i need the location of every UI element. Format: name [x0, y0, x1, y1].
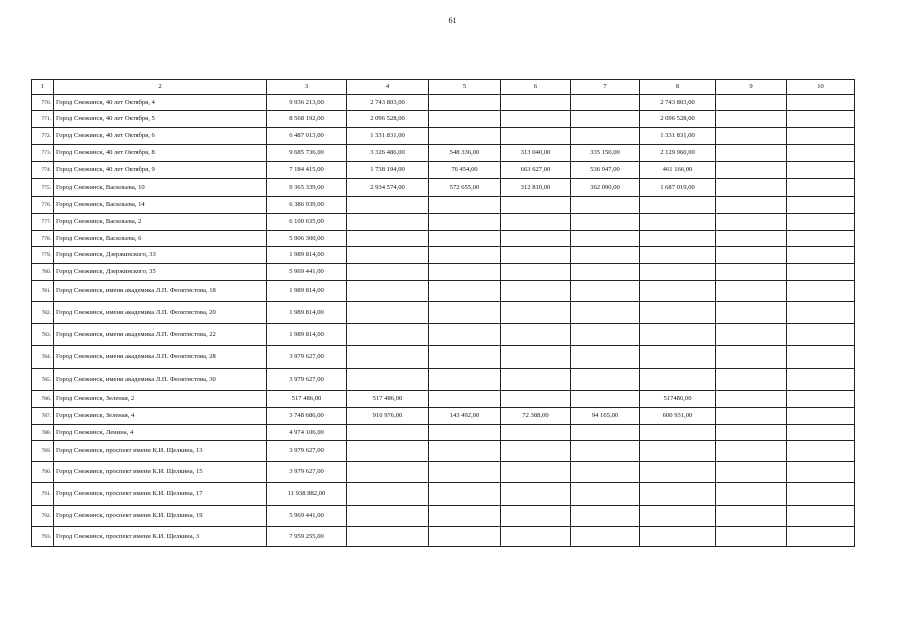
row-number: 773. [32, 145, 54, 162]
row-number: 791. [32, 483, 54, 506]
address: Город Снежинск, имени академика Л.П. Феоктистова, 22 [54, 324, 267, 346]
col-7-value [571, 264, 640, 281]
col-10-value [787, 128, 855, 145]
page-number: 61 [448, 16, 457, 25]
col-5-value [429, 302, 501, 324]
col-9-value [716, 111, 787, 128]
col-9-value [716, 214, 787, 231]
col-5-value [429, 425, 501, 441]
col-10-value [787, 324, 855, 346]
col-3-value: 5 969 441,00 [267, 506, 347, 527]
col-10-value [787, 179, 855, 197]
col-4-value [347, 441, 429, 462]
row-number: 775. [32, 179, 54, 197]
col-9-value [716, 162, 787, 179]
col-4-value [347, 302, 429, 324]
col-5-value [429, 111, 501, 128]
table-row [32, 179, 855, 197]
col-5-value [429, 197, 501, 214]
col-5-value [429, 247, 501, 264]
address: Город Снежинск, Зеленая, 2 [54, 391, 267, 408]
table-header-row [32, 80, 855, 95]
col-5-value [429, 324, 501, 346]
col-8-value [640, 247, 716, 264]
address: Город Снежинск, проспект имени К.И. Щелкина, 19 [54, 506, 267, 527]
col-7-value [571, 128, 640, 145]
col-4-value [347, 425, 429, 441]
col-8-value [640, 483, 716, 506]
col-6-value: 313 040,00 [501, 145, 571, 162]
col-5-value [429, 506, 501, 527]
col-10-value [787, 408, 855, 425]
col-6-value [501, 346, 571, 369]
table-row [32, 425, 855, 441]
col-10-value [787, 441, 855, 462]
col-8-value [640, 197, 716, 214]
col-10-value [787, 264, 855, 281]
col-3-value: 6 386 939,00 [267, 197, 347, 214]
col-9-value [716, 462, 787, 483]
col-3-value: 3 979 627,00 [267, 369, 347, 391]
col-5-value [429, 346, 501, 369]
address: Город Снежинск, проспект имени К.И. Щелкина, 17 [54, 483, 267, 506]
col-5-value [429, 369, 501, 391]
col-3-value: 6 100 635,00 [267, 214, 347, 231]
col-8-value [640, 281, 716, 302]
row-number: 781. [32, 281, 54, 302]
col-9-value [716, 527, 787, 547]
table-row [32, 369, 855, 391]
address: Город Снежинск, имени академика Л.П. Феоктистова, 30 [54, 369, 267, 391]
col-8-value: 1 687 019,00 [640, 179, 716, 197]
col-8-value [640, 302, 716, 324]
col-5-value: 572 655,00 [429, 179, 501, 197]
col-3-value: 3 979 627,00 [267, 346, 347, 369]
row-number: 772. [32, 128, 54, 145]
col-10-value [787, 346, 855, 369]
address: Город Снежинск, 40 лет Октября, 4 [54, 95, 267, 111]
col-8-value [640, 324, 716, 346]
col-7-value [571, 111, 640, 128]
col-3-value: 3 979 627,00 [267, 462, 347, 483]
col-4-value: 2 934 574,00 [347, 179, 429, 197]
col-4-value [347, 231, 429, 247]
col-6-value [501, 391, 571, 408]
address: Город Снежинск, Дзержинского, 33 [54, 247, 267, 264]
address: Город Снежинск, имени академика Л.П. Феоктистова, 28 [54, 346, 267, 369]
col-8-value [640, 462, 716, 483]
col-6-value [501, 95, 571, 111]
col-7-value [571, 483, 640, 506]
table-row [32, 231, 855, 247]
col-3-value: 9 365 339,00 [267, 179, 347, 197]
table-row [32, 346, 855, 369]
row-number: 785. [32, 369, 54, 391]
col-4-value: 2 743 803,00 [347, 95, 429, 111]
column-header: 10 [787, 80, 855, 95]
col-3-value: 11 938 882,00 [267, 483, 347, 506]
col-9-value [716, 145, 787, 162]
table-row [32, 111, 855, 128]
col-7-value [571, 197, 640, 214]
address: Город Снежинск, 40 лет Октября, 5 [54, 111, 267, 128]
col-7-value: 94 165,00 [571, 408, 640, 425]
col-5-value [429, 264, 501, 281]
address: Город Снежинск, Васильева, 2 [54, 214, 267, 231]
address: Город Снежинск, проспект имени К.И. Щелкина, 15 [54, 462, 267, 483]
col-3-value: 7 184 415,00 [267, 162, 347, 179]
table-row [32, 506, 855, 527]
col-7-value [571, 425, 640, 441]
col-7-value [571, 391, 640, 408]
column-header: 8 [640, 80, 716, 95]
table-row [32, 324, 855, 346]
col-8-value [640, 231, 716, 247]
col-10-value [787, 527, 855, 547]
col-7-value [571, 462, 640, 483]
col-4-value [347, 527, 429, 547]
row-number: 793. [32, 527, 54, 547]
row-number: 787. [32, 408, 54, 425]
col-6-value [501, 264, 571, 281]
table-body [32, 80, 855, 547]
col-6-value [501, 111, 571, 128]
col-9-value [716, 324, 787, 346]
col-7-value [571, 324, 640, 346]
col-6-value [501, 324, 571, 346]
table-row [32, 264, 855, 281]
col-5-value [429, 281, 501, 302]
col-9-value [716, 95, 787, 111]
col-10-value [787, 231, 855, 247]
col-7-value [571, 506, 640, 527]
col-6-value: 663 627,00 [501, 162, 571, 179]
col-8-value [640, 369, 716, 391]
col-4-value [347, 324, 429, 346]
col-5-value: 76 454,00 [429, 162, 501, 179]
column-header: 2 [54, 80, 267, 95]
col-3-value: 3 979 627,00 [267, 441, 347, 462]
col-4-value [347, 346, 429, 369]
col-4-value: 517 486,00 [347, 391, 429, 408]
col-6-value [501, 214, 571, 231]
col-8-value: 1 331 831,00 [640, 128, 716, 145]
row-number: 780. [32, 264, 54, 281]
col-5-value: 143 492,00 [429, 408, 501, 425]
col-6-value [501, 483, 571, 506]
column-header: 3 [267, 80, 347, 95]
col-3-value: 6 487 013,00 [267, 128, 347, 145]
col-7-value [571, 441, 640, 462]
col-8-value [640, 264, 716, 281]
col-5-value [429, 128, 501, 145]
col-9-value [716, 441, 787, 462]
col-6-value [501, 231, 571, 247]
col-10-value [787, 247, 855, 264]
col-10-value [787, 506, 855, 527]
col-6-value [501, 441, 571, 462]
col-6-value: 72 388,00 [501, 408, 571, 425]
col-4-value: 910 976,00 [347, 408, 429, 425]
address: Город Снежинск, имени академика Л.П. Феоктистова, 18 [54, 281, 267, 302]
col-8-value: 2 743 803,00 [640, 95, 716, 111]
col-8-value [640, 441, 716, 462]
address: Город Снежинск, 40 лет Октября, 6 [54, 128, 267, 145]
address: Город Снежинск, 40 лет Октября, 8 [54, 145, 267, 162]
row-number: 774. [32, 162, 54, 179]
col-10-value [787, 111, 855, 128]
row-number: 779. [32, 247, 54, 264]
col-9-value [716, 506, 787, 527]
col-9-value [716, 346, 787, 369]
row-number: 778. [32, 231, 54, 247]
row-number: 789. [32, 441, 54, 462]
col-4-value [347, 197, 429, 214]
col-3-value: 8 568 192,00 [267, 111, 347, 128]
col-7-value [571, 247, 640, 264]
col-4-value [347, 214, 429, 231]
table-row [32, 247, 855, 264]
col-9-value [716, 264, 787, 281]
col-3-value: 7 959 255,00 [267, 527, 347, 547]
address: Город Снежинск, Васильева, 10 [54, 179, 267, 197]
col-8-value: 2 096 528,00 [640, 111, 716, 128]
col-5-value [429, 483, 501, 506]
address: Город Снежинск, имени академика Л.П. Феоктистова, 20 [54, 302, 267, 324]
col-8-value: 600 931,00 [640, 408, 716, 425]
col-3-value: 1 989 814,00 [267, 247, 347, 264]
column-header: 6 [501, 80, 571, 95]
col-3-value: 1 989 814,00 [267, 302, 347, 324]
col-4-value [347, 369, 429, 391]
table-row [32, 162, 855, 179]
col-3-value: 9 685 736,00 [267, 145, 347, 162]
table-row [32, 197, 855, 214]
col-6-value [501, 369, 571, 391]
col-4-value: 3 326 486,00 [347, 145, 429, 162]
col-7-value: 362 090,00 [571, 179, 640, 197]
col-9-value [716, 369, 787, 391]
col-7-value [571, 369, 640, 391]
table-row [32, 441, 855, 462]
col-10-value [787, 162, 855, 179]
col-6-value [501, 281, 571, 302]
row-number: 776. [32, 197, 54, 214]
col-8-value [640, 346, 716, 369]
address: Город Снежинск, Зеленая, 4 [54, 408, 267, 425]
address: Город Снежинск, Васильева, 14 [54, 197, 267, 214]
col-3-value: 1 989 814,00 [267, 281, 347, 302]
col-10-value [787, 425, 855, 441]
col-7-value [571, 346, 640, 369]
col-4-value [347, 506, 429, 527]
col-7-value [571, 281, 640, 302]
col-4-value: 1 738 194,00 [347, 162, 429, 179]
col-10-value [787, 214, 855, 231]
col-6-value [501, 128, 571, 145]
row-number: 788. [32, 425, 54, 441]
col-10-value [787, 462, 855, 483]
row-number: 792. [32, 506, 54, 527]
address: Город Снежинск, Ленина, 4 [54, 425, 267, 441]
col-7-value: 536 947,00 [571, 162, 640, 179]
table-row [32, 391, 855, 408]
col-6-value [501, 302, 571, 324]
row-number: 786. [32, 391, 54, 408]
col-5-value [429, 231, 501, 247]
col-8-value [640, 214, 716, 231]
col-9-value [716, 408, 787, 425]
col-3-value: 5 969 441,00 [267, 264, 347, 281]
col-3-value: 5 906 300,00 [267, 231, 347, 247]
col-6-value [501, 462, 571, 483]
col-10-value [787, 95, 855, 111]
table-row [32, 527, 855, 547]
col-4-value: 1 331 831,00 [347, 128, 429, 145]
table-row [32, 145, 855, 162]
col-7-value [571, 95, 640, 111]
column-header: 4 [347, 80, 429, 95]
table-row [32, 462, 855, 483]
col-8-value [640, 527, 716, 547]
col-10-value [787, 302, 855, 324]
table-row [32, 281, 855, 302]
col-7-value [571, 231, 640, 247]
col-5-value: 548 336,00 [429, 145, 501, 162]
col-4-value [347, 483, 429, 506]
row-number: 783. [32, 324, 54, 346]
col-6-value [501, 197, 571, 214]
col-5-value [429, 462, 501, 483]
table-row [32, 302, 855, 324]
col-10-value [787, 483, 855, 506]
col-9-value [716, 281, 787, 302]
col-10-value [787, 369, 855, 391]
address: Город Снежинск, 40 лет Октября, 9 [54, 162, 267, 179]
table-row [32, 483, 855, 506]
col-8-value [640, 425, 716, 441]
col-8-value: 461 166,00 [640, 162, 716, 179]
col-8-value: 2 129 960,00 [640, 145, 716, 162]
col-5-value [429, 391, 501, 408]
col-5-value [429, 95, 501, 111]
col-6-value [501, 247, 571, 264]
col-9-value [716, 483, 787, 506]
row-number: 782. [32, 302, 54, 324]
col-3-value: 3 748 686,00 [267, 408, 347, 425]
col-4-value [347, 281, 429, 302]
col-9-value [716, 197, 787, 214]
col-5-value [429, 214, 501, 231]
col-3-value: 9 936 213,00 [267, 95, 347, 111]
row-number: 777. [32, 214, 54, 231]
col-7-value [571, 527, 640, 547]
col-9-value [716, 391, 787, 408]
row-number: 784. [32, 346, 54, 369]
address: Город Снежинск, проспект имени К.И. Щелкина, 3 [54, 527, 267, 547]
table-row [32, 408, 855, 425]
register-table [31, 79, 855, 547]
col-9-value [716, 179, 787, 197]
col-9-value [716, 247, 787, 264]
col-4-value [347, 247, 429, 264]
col-9-value [716, 302, 787, 324]
address: Город Снежинск, проспект имени К.И. Щелкина, 13 [54, 441, 267, 462]
col-4-value [347, 462, 429, 483]
table-row [32, 95, 855, 111]
col-6-value: 312 810,00 [501, 179, 571, 197]
col-3-value: 517 486,00 [267, 391, 347, 408]
col-8-value: 517486,00 [640, 391, 716, 408]
col-3-value: 4 974 106,00 [267, 425, 347, 441]
col-7-value [571, 302, 640, 324]
col-7-value: 335 150,00 [571, 145, 640, 162]
row-number: 771. [32, 111, 54, 128]
col-4-value [347, 264, 429, 281]
table-row [32, 128, 855, 145]
col-9-value [716, 128, 787, 145]
col-3-value: 1 989 814,00 [267, 324, 347, 346]
col-7-value [571, 214, 640, 231]
col-6-value [501, 527, 571, 547]
address: Город Снежинск, Васильева, 6 [54, 231, 267, 247]
row-number: 790. [32, 462, 54, 483]
col-5-value [429, 527, 501, 547]
col-6-value [501, 506, 571, 527]
column-header: 1 [32, 80, 54, 95]
col-6-value [501, 425, 571, 441]
col-10-value [787, 145, 855, 162]
col-9-value [716, 231, 787, 247]
table-row [32, 214, 855, 231]
row-number: 770. [32, 95, 54, 111]
column-header: 7 [571, 80, 640, 95]
col-8-value [640, 506, 716, 527]
col-10-value [787, 197, 855, 214]
col-4-value: 2 096 528,00 [347, 111, 429, 128]
col-10-value [787, 391, 855, 408]
col-5-value [429, 441, 501, 462]
col-9-value [716, 425, 787, 441]
col-10-value [787, 281, 855, 302]
address: Город Снежинск, Дзержинского, 35 [54, 264, 267, 281]
column-header: 5 [429, 80, 501, 95]
column-header: 9 [716, 80, 787, 95]
